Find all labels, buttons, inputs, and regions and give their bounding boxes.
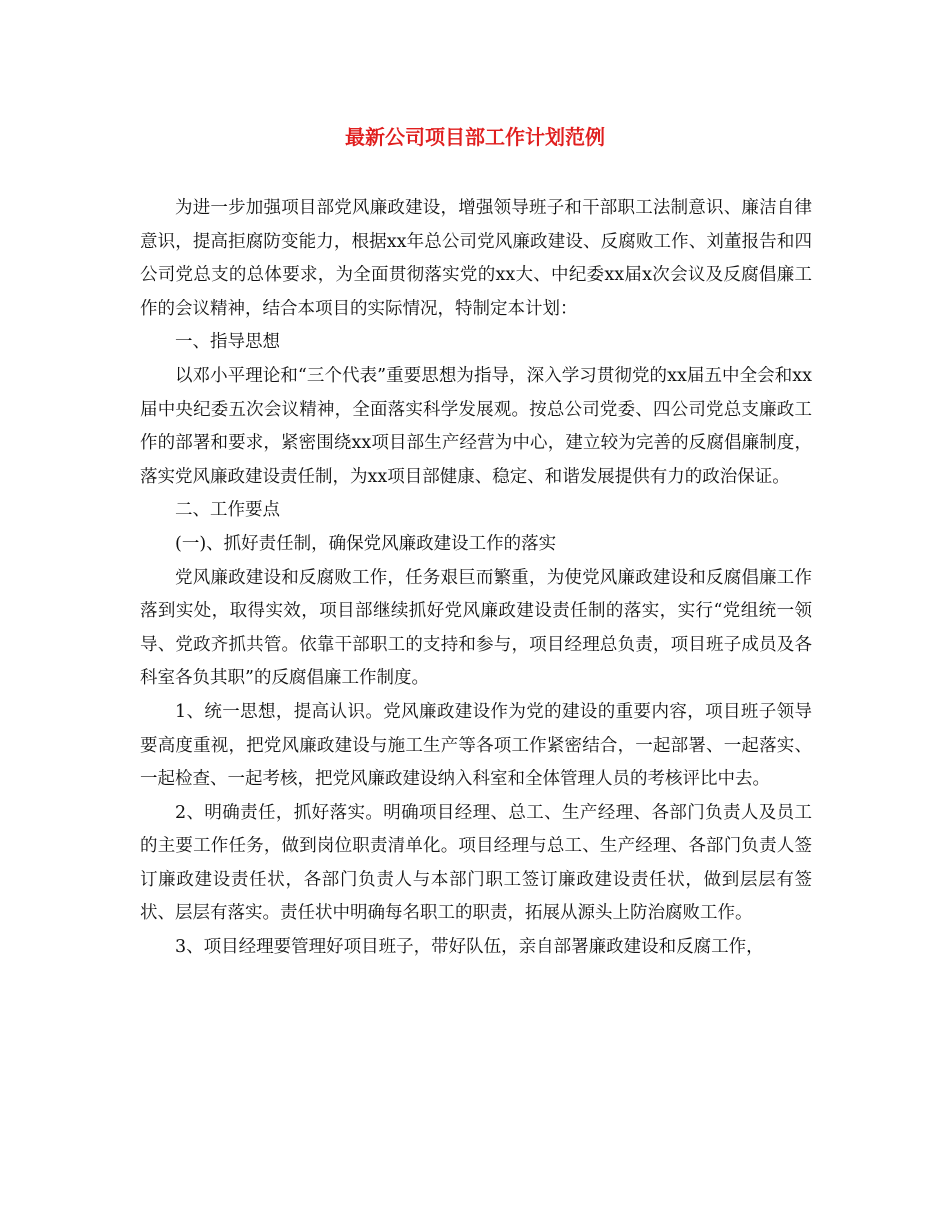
document-title: 最新公司项目部工作计划范例 xyxy=(345,125,605,149)
document-body xyxy=(140,192,812,965)
section-heading-guiding-ideology: 一、指导思想 xyxy=(175,332,280,353)
responsibility-paragraph: 党风廉政建设和反腐败工作，任务艰巨而繁重，为使党风廉政建设和反腐倡廉工作落到实处，取得实效，项目部继续抓好党风廉政建设责任制的落实，实行“党组统一领导、党政齐抓共管。依靠干部职工的支持和参与，项目经理总负责，项目班子成员及各科室各负其职”的反腐倡廉工作制度。 xyxy=(140,567,812,689)
list-item-1: 1、统一思想，提高认识。党风廉政建设作为党的建设的重要内容，项目班子领导要高度重视，把党风廉政建设与施工生产等各项工作紧密结合，一起部署、一起落实、一起检查、一起考核，把党风廉政建设纳入科室和全体管理人员的考核评比中去。 xyxy=(140,701,812,790)
section-heading-work-points: 二、工作要点 xyxy=(175,500,280,521)
intro-paragraph: 为进一步加强项目部党风廉政建设，增强领导班子和干部职工法制意识、廉洁自律意识，提高拒腐防变能力，根据xx年总公司党风廉政建设、反腐败工作、刘董报告和四公司党总支的总体要求，为全面贯彻落实党的xx大、中纪委xx届x次会议及反腐倡廉工作的会议精神，结合本项目的实际情况，特制定本计划： xyxy=(140,198,812,319)
guiding-ideology-paragraph: 以邓小平理论和“三个代表”重要思想为指导，深入学习贯彻党的xx届五中全会和xx届中央纪委五次会议精神，全面落实科学发展观。按总公司党委、四公司党总支廉政工作的部署和要求，紧密围绕xx项目部生产经营为中心，建立较为完善的反腐倡廉制度，落实党风廉政建设责任制，为xx项目部健康、稳定、和谐发展提供有力的政治保证。 xyxy=(140,365,812,487)
list-item-2: 2、明确责任，抓好落实。明确项目经理、总工、生产经理、各部门负责人及员工的主要工作任务，做到岗位职责清单化。项目经理与总工、生产经理、各部门负责人签订廉政建设责任状，各部门负责人与本部门职工签订廉政建设责任状，做到层层有签状、层层有落实。责任状中明确每名职工的职责，拓展从源头上防治腐败工作。 xyxy=(140,802,812,924)
list-item-3: 3、项目经理要管理好项目班子，带好队伍，亲自部署廉政建设和反腐工作， xyxy=(175,937,764,958)
subsection-heading-responsibility: (一)、抓好责任制，确保党风廉政建设工作的落实 xyxy=(175,533,557,554)
